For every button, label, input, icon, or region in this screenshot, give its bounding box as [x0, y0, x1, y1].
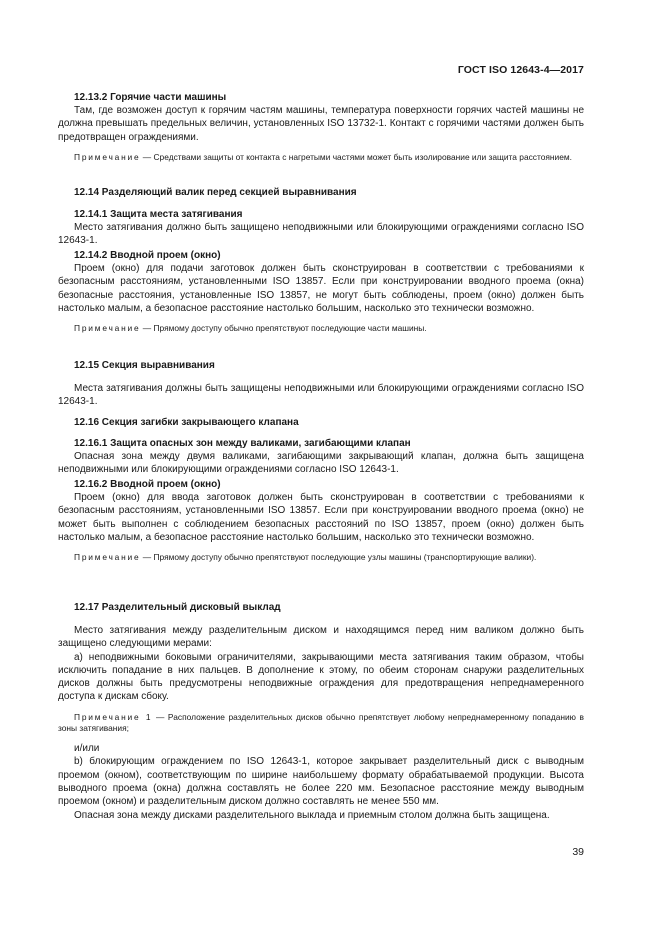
note-label: Примечание: [74, 151, 141, 162]
paragraph: Опасная зона между двумя валиками, загибающими закрывающий клапан, должна быть защищена неподвижными или блокирующими ограждениями согласно ISO 12643-1.: [58, 451, 584, 476]
note-label: Примечание: [74, 552, 141, 563]
list-item-a: а) неподвижными боковыми ограничителями, закрывающими места затягивания таким образом, чтобы исключить попадание в них пальцев. В дополнение к этому, по обеим сторонам снаружи разделительных дисков должны быть предусмотрены неподвижные ограждения для предотвращения непреднамеренного доступа к дискам сбоку.: [58, 651, 584, 703]
section-12-16: [58, 416, 584, 429]
paragraph: Места затягивания должны быть защищены неподвижными или блокирующими ограждениями согласно ISO 12643-1.: [58, 383, 584, 408]
page-number: 39: [572, 846, 584, 858]
note: [58, 712, 584, 734]
section-title: 12.16.2 Вводной проем (окно): [74, 479, 221, 490]
note-label: Примечание: [74, 323, 141, 334]
section-12-15: [58, 359, 584, 409]
section-title: 12.16.1 Защита опасных зон между валиками, загибающими клапан: [74, 438, 411, 449]
note-text: — Прямому доступу обычно препятствуют последующие узлы машины (транспортирующие валики).: [140, 552, 537, 563]
section-12-16-2: [58, 478, 584, 563]
section-title: 12.14.2 Вводной проем (окно): [74, 250, 221, 261]
paragraph: Проем (окно) для ввода заготовок должен быть сконструирован в соответствии с требованиями к безопасным расстояниям, установленными ISO 13857. Если при конструировании вводного проема (окно) не может быть выполнен с соблюдением безопасных расстояний по ISO 13857, проем (окно) должен быть настолько малым, а безопасное расстояние настолько большим, насколько это технически возможно.: [58, 492, 584, 543]
note: [58, 152, 584, 163]
paragraph: Проем (окно) для подачи заготовок должен быть сконструирован в соответствии с требованиями к безопасным расстояниям, установленными ISO 13857. Если при конструировании вводного проема (окна) безопасные расстояния, установленные ISO 13857, не могут быть соблюдены, проем (окно) должен быть настолько малым, а безопасное расстояние настолько большим, насколько это технически возможно.: [58, 263, 584, 314]
paragraph: Место затягивания между разделительным диском и находящимся перед ним валиком должно быть защищено следующими мерами:: [58, 625, 584, 650]
section-title: 12.14 Разделяющий валик перед секцией выравнивания: [74, 187, 357, 198]
section-12-14-2: [58, 249, 584, 334]
section-12-13-2: [58, 91, 584, 163]
paragraph: Там, где возможен доступ к горячим частям машины, температура поверхности горячих частей машины не должна превышать предельных величин, установленных ISO 13732-1. Контакт с горячими частями должен быть предотвращен ограждениями.: [58, 105, 584, 143]
note: [58, 552, 584, 563]
note: [58, 323, 584, 334]
page-header: ГОСТ ISO 12643-4—2017: [457, 64, 584, 76]
note-text: — Расположение разделительных дисков обычно препятствует любому непреднамеренному попаданию в зоны затягивания;: [58, 711, 585, 733]
section-12-14-1: [58, 208, 584, 248]
section-12-14: [58, 186, 584, 199]
conjunction: и/или: [74, 743, 100, 755]
section-title: 12.13.2 Горячие части машины: [74, 92, 227, 103]
paragraph: Место затягивания должно быть защищено неподвижными или блокирующими ограждениями согласно ISO 12643-1.: [58, 222, 584, 247]
note-label: Примечание 1: [74, 711, 153, 722]
list-item-b: b) блокирующим ограждением по ISO 12643-1, которое закрывает разделительный диск с выводным проемом (окном), соответствующим по ширине наибольшему формату обрабатываемой продукции. Высота выводного проема (окна) должна составлять не более 220 мм. Безопасное расстояние между выводным проемом (окном) и разделительным диском должно составлять не менее 550 мм.: [58, 756, 584, 808]
note-text: — Прямому доступу обычно препятствуют последующие части машины.: [140, 323, 427, 334]
section-title: 12.17 Разделительный дисковый выклад: [74, 602, 281, 613]
paragraph: Опасная зона между дисками разделительного выклада и приемным столом должна быть защищена.: [74, 809, 550, 821]
note-text: — Средствами защиты от контакта с нагретыми частями может быть изолирование или защита расстоянием.: [140, 151, 572, 162]
section-title: 12.15 Секция выравнивания: [74, 360, 215, 371]
section-title: 12.14.1 Защита места затягивания: [74, 209, 243, 220]
section-12-17: [58, 601, 584, 822]
section-title: 12.16 Секция загибки закрывающего клапана: [74, 417, 299, 428]
section-12-16-1: [58, 437, 584, 477]
